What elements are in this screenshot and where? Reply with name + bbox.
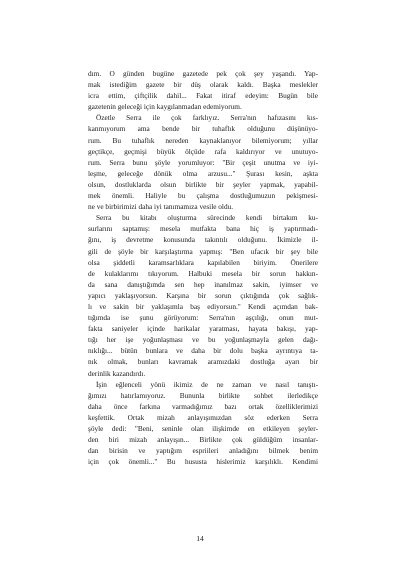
text-line: İşin eğlenceli yönü ikimiz de ne zaman ve nasıl tanıştı-: [96, 379, 318, 389]
text-line: keşfettik. Ortak mizah anlayışımızdan söz ederken Serra: [88, 412, 318, 422]
text-line: kanmıyorum ama bende bir tuhaflık olduğunu düşünüyo-: [88, 124, 318, 134]
text-line: tığı her işe yoğunlaşması ve bu yoğunlaşmayla gelen dağı-: [88, 335, 318, 345]
text-line: derinlik kazandırdı.: [88, 368, 146, 378]
text-line: den biri mizah anlayışın... Birlikte çok güldüğüm insanlar-: [88, 435, 318, 445]
text-line: Özetle Serra ile çok farklıyız. Serra'nın hafızasını kıs-: [96, 113, 318, 123]
text-line: şöyle dedi: "Beni, seninle olan ilişkimde en etkileyen şeyler-: [88, 424, 318, 433]
text-line: olsa şiddetli karamsarlıklara kapılabilen biriyim. Önerilere: [88, 257, 318, 267]
text-line: nık olmak, bunları kavramak aramızdaki dostluğa ayarı bir: [88, 357, 318, 367]
text-line: için çok önemli..." Bu hususta hislerimiz karşılıklı. Kendimi: [88, 457, 318, 467]
text-line: gili de şöyle bir karşılaştırma yapmış: "Ben ufacık bir şey bile: [88, 246, 318, 256]
text-line: fakta saniyeler içinde harikalar yaratması, hayata bakışı, yap-: [88, 324, 318, 334]
text-line: nıklığı... bütün bunlara ve daha bir dolu başka ayrıntıya ta-: [88, 346, 318, 356]
text-line: de kulaklarımı tıkıyorum. Halbuki mesela bir sorun hakkın-: [88, 268, 318, 278]
text-line: ğımızı hatırlamıyoruz. Bununla birlikte sohbet ilerledikçe: [88, 390, 318, 400]
text-line: dan birisin ve yaptığım espriileri anladığını bilmek benim: [88, 446, 318, 456]
text-line: da sana danıştığımda sen hep inanılmaz sakin, iyimser ve: [88, 279, 318, 289]
text-line: gazetenin geleceği için kaygılanmadan edemiyorum.: [88, 102, 242, 112]
text-line: mek önemli. Haliyle bu çalışma dostluğumuzun pekişmesi-: [88, 191, 318, 201]
text-line: daha önce farkına varmadığımız bazı ortak özelliklerimizi: [88, 401, 318, 411]
page-number: 14: [196, 534, 204, 543]
text-line: dım. O günden bugüne gazetede pek çok şey yaşandı. Yap-: [88, 69, 318, 78]
text-line: geçtikçe, geçmişi büyük ölçüde rafa kaldırıyor ve unutuyo-: [88, 146, 318, 156]
text-line: rum. Serra bunu şöyle yorumluyor: "Bir çeşit unutma ve iyi-: [88, 157, 318, 167]
text-line: ğını, iş devretme konusunda takıntılı olduğunu. İkimizle il-: [88, 235, 318, 245]
text-line: tığımda ise şunu görüyorum: Serra'nın aşçılığı, onun mut-: [88, 313, 318, 323]
text-line: mak istediğim gazete bir düş olarak kaldı. Başka meslekler: [88, 80, 318, 90]
text-line: leşme, geleceğe dönük olma arzusu..." Şurası kesin, aşkta: [88, 168, 318, 178]
text-line: icra ettim, çiftçilik dahil... Fakat itiraf edeyim: Bugün bile: [88, 91, 318, 101]
text-line: lı ve sakin bir yaklaşımla baş ediyorsun." Kendi açımdan bak-: [88, 301, 318, 311]
text-line: rum. Bu tuhaflık nereden kaynaklanıyor bilemiyorum; yıllar: [88, 135, 318, 145]
text-line: Serra bu kitabı oluşturma sürecinde kendi birtakım ku-: [96, 213, 318, 223]
text-line: olsun, dostluklarda olsun birlikte bir şeyler yapmak, yapabil-: [88, 179, 318, 189]
body-text: [88, 68, 318, 467]
text-line: ne ve birbirimizi daha iyi tanımamıza vesile oldu.: [88, 202, 234, 212]
text-line: yapıcı yaklaşıyorsun. Karşına bir sorun çıktığında çok sağlık-: [88, 290, 318, 300]
text-line: surlarını saptamış: mesela mutfakta bana hiç iş yaptırmadı-: [88, 224, 318, 234]
